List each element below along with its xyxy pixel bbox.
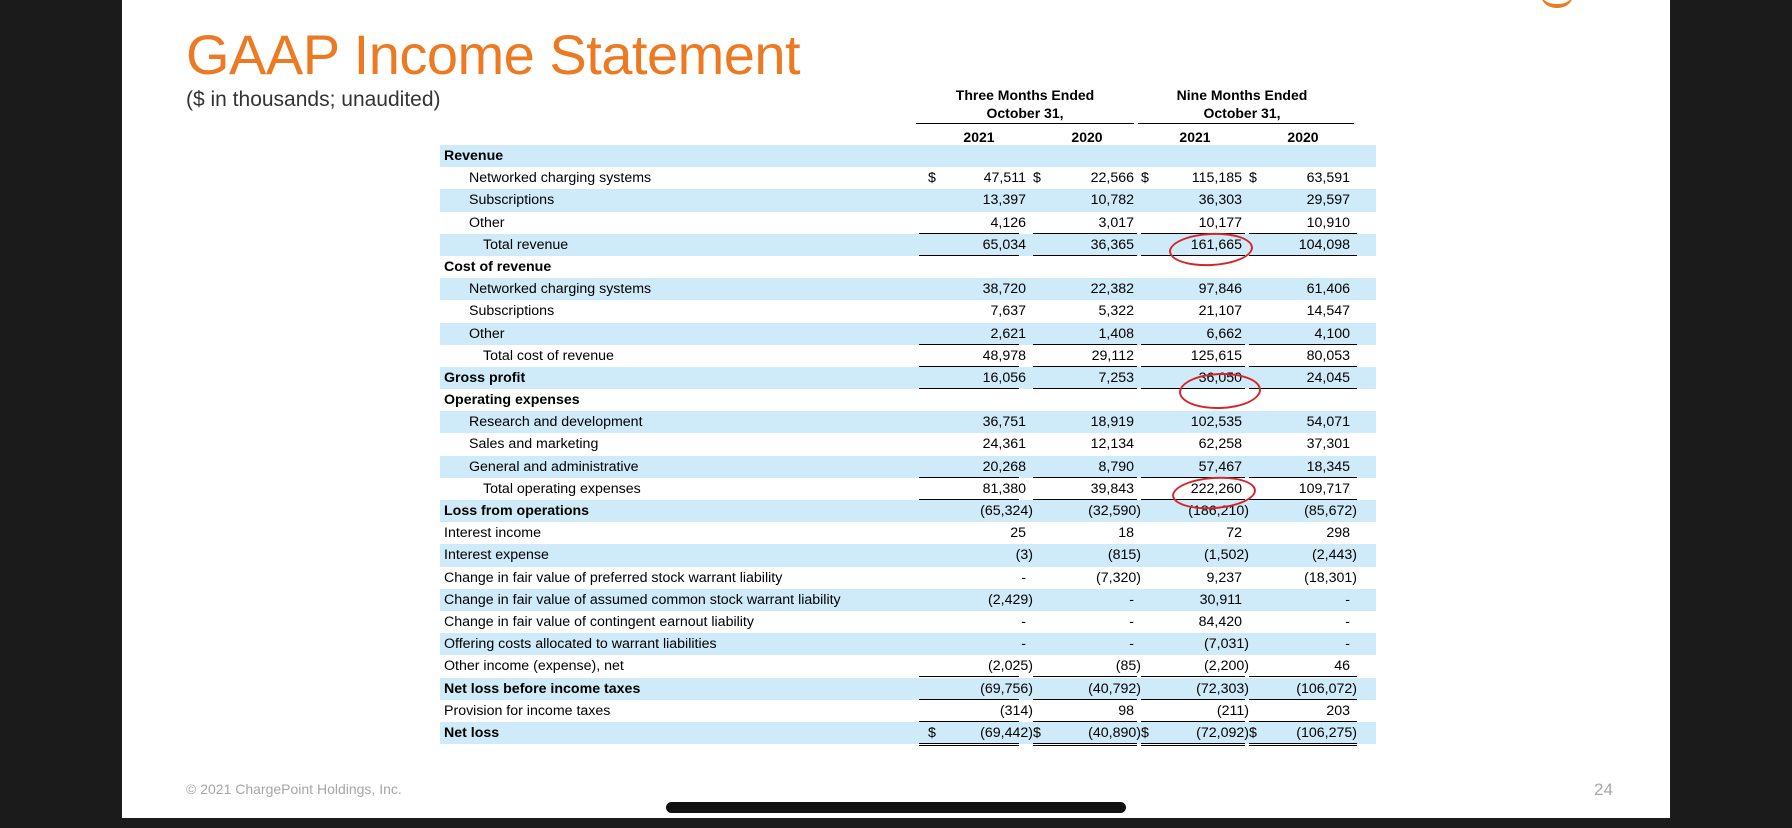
value-cell: 1,408 [1098, 325, 1134, 342]
row-label: Other [469, 214, 505, 231]
value-cell: 36,303 [1198, 192, 1242, 209]
value-cell [1033, 259, 1141, 275]
row-label: Total operating expenses [483, 480, 641, 497]
value-cell: (65,324) [980, 503, 1033, 519]
row-label: Change in fair value of contingent earnout liability [444, 613, 754, 630]
table-row [440, 678, 1376, 700]
table-row [440, 655, 1376, 677]
value-cell: 29,112 [1091, 347, 1134, 364]
row-label: Net loss [444, 724, 500, 741]
slide [122, 0, 1670, 818]
value-cell: 102,535 [1190, 414, 1242, 431]
table-row [440, 167, 1376, 189]
value-cell [1033, 392, 1141, 408]
value-cell: 104,098 [1298, 236, 1350, 253]
row-label: Interest expense [444, 547, 549, 564]
value-cell: - [1345, 636, 1350, 653]
row-label: Change in fair value of preferred stock warrant liability [444, 569, 783, 586]
value-cell [1249, 259, 1357, 275]
table-row [440, 456, 1376, 478]
row-label: Operating expenses [444, 392, 580, 409]
row-label: Networked charging systems [469, 170, 652, 187]
year-header: 2021 [963, 129, 995, 145]
row-label: Change in fair value of assumed common stock warrant liability [444, 591, 841, 608]
row-label: Cost of revenue [444, 258, 552, 275]
row-label: Other income (expense), net [444, 658, 624, 675]
table-row [440, 411, 1376, 433]
value-cell: 7,637 [990, 303, 1026, 320]
value-cell [1249, 392, 1357, 408]
currency-symbol: $ [1033, 724, 1041, 741]
value-cell: (3) [1015, 547, 1033, 564]
value-cell: 13,397 [982, 192, 1026, 209]
value-cell: 222,260 [1190, 480, 1242, 497]
value-cell: (69,442) [980, 724, 1033, 741]
value-cell: (72,092) [1196, 724, 1249, 741]
value-cell: 125,615 [1190, 347, 1242, 364]
value-cell: 14,547 [1306, 303, 1350, 320]
row-label: Gross profit [444, 369, 526, 386]
value-cell: 63,591 [1306, 170, 1350, 187]
value-cell: (2,429) [988, 591, 1033, 608]
value-cell: 12,134 [1090, 436, 1134, 453]
value-cell: - [1345, 591, 1350, 608]
table-row [440, 323, 1376, 345]
value-cell: 65,034 [982, 236, 1026, 253]
logo-fragment [1540, 0, 1574, 8]
value-cell: (69,756) [980, 680, 1033, 697]
value-cell: (7,031) [1204, 636, 1249, 653]
value-cell: 57,467 [1198, 458, 1242, 475]
value-cell: 97,846 [1198, 281, 1242, 298]
value-cell: (85,672) [1304, 503, 1357, 519]
value-cell: (186,210) [1188, 503, 1249, 519]
value-cell: 7,253 [1098, 369, 1134, 386]
table-row [440, 300, 1376, 322]
value-cell: (2,443) [1312, 547, 1357, 564]
header-three-months: Three Months Ended October 31, [955, 87, 1095, 121]
value-cell: 46 [1334, 658, 1350, 675]
double-underline [919, 743, 1019, 746]
value-cell: - [1129, 613, 1134, 630]
row-label: Networked charging systems [469, 281, 652, 298]
value-cell: 3,017 [1098, 214, 1134, 231]
value-cell: 98 [1118, 702, 1134, 719]
double-underline [1249, 743, 1357, 746]
value-cell: 25 [1010, 525, 1026, 542]
value-cell: (2,025) [988, 658, 1033, 675]
currency-symbol: $ [1249, 724, 1257, 741]
value-cell: (40,890) [1088, 724, 1141, 741]
value-cell: 18,345 [1306, 458, 1350, 475]
currency-symbol: $ [1141, 170, 1149, 187]
year-header: 2020 [1071, 129, 1103, 145]
value-cell: 21,107 [1198, 303, 1242, 320]
value-cell: - [1021, 613, 1026, 630]
currency-symbol: $ [928, 170, 936, 187]
double-underline [1033, 743, 1137, 746]
value-cell: 47,511 [983, 170, 1026, 187]
value-cell [925, 148, 1033, 164]
value-cell: 4,126 [990, 214, 1026, 231]
value-cell: 80,053 [1306, 347, 1350, 364]
table-row [440, 212, 1376, 234]
table-row [440, 189, 1376, 211]
device-bezel [0, 818, 1792, 828]
value-cell: 84,420 [1198, 613, 1242, 630]
value-cell: (314) [999, 702, 1033, 719]
value-cell: (106,072) [1296, 680, 1357, 697]
table-row [440, 145, 1376, 167]
value-cell: - [1129, 591, 1134, 608]
value-cell: 54,071 [1306, 414, 1350, 431]
value-cell: - [1345, 613, 1350, 630]
value-cell: 61,406 [1306, 281, 1350, 298]
value-cell: (32,590) [1088, 503, 1141, 519]
currency-symbol: $ [1033, 170, 1041, 187]
value-cell: 8,790 [1098, 458, 1134, 475]
value-cell: 6,662 [1206, 325, 1242, 342]
home-indicator[interactable] [666, 802, 1126, 813]
value-cell [925, 392, 1033, 408]
value-cell: 18,919 [1090, 414, 1134, 431]
value-cell: 10,177 [1198, 214, 1242, 231]
value-cell: - [1129, 636, 1134, 653]
value-cell [1033, 148, 1141, 164]
value-cell: (106,275) [1296, 724, 1357, 741]
currency-symbol: $ [1249, 170, 1257, 187]
row-label: Subscriptions [469, 192, 555, 209]
row-label: Revenue [444, 148, 504, 164]
value-cell: 24,045 [1306, 369, 1350, 386]
table-row [440, 544, 1376, 566]
table-row [440, 722, 1376, 744]
value-cell: 9,237 [1206, 569, 1242, 586]
table-row [440, 700, 1376, 722]
row-label: Sales and marketing [469, 436, 599, 453]
value-cell [1141, 148, 1249, 164]
value-cell: 16,056 [982, 369, 1026, 386]
value-cell: 30,911 [1199, 591, 1242, 608]
value-cell: - [1021, 636, 1026, 653]
value-cell: 22,382 [1090, 281, 1134, 298]
value-cell: (18,301) [1304, 569, 1357, 586]
value-cell: 38,720 [982, 281, 1026, 298]
value-cell: 39,843 [1090, 480, 1134, 497]
value-cell: 5,322 [1098, 303, 1134, 320]
value-cell: 37,301 [1306, 436, 1350, 453]
value-cell: (72,303) [1196, 680, 1249, 697]
value-cell: 62,258 [1198, 436, 1242, 453]
double-underline [1141, 743, 1245, 746]
table-row [440, 278, 1376, 300]
table-row [440, 611, 1376, 633]
value-cell: 161,665 [1190, 236, 1242, 253]
year-header: 2021 [1179, 129, 1211, 145]
header-nine-months: Nine Months Ended October 31, [1176, 87, 1308, 121]
page-title: GAAP Income Statement [186, 23, 801, 86]
value-cell: - [1021, 569, 1026, 586]
value-cell: 4,100 [1314, 325, 1350, 342]
value-cell: 10,910 [1306, 214, 1350, 231]
row-label: General and administrative [469, 458, 639, 475]
value-cell: 72 [1226, 525, 1242, 542]
value-cell: 36,365 [1090, 236, 1134, 253]
value-cell: 24,361 [982, 436, 1026, 453]
value-cell: 18 [1118, 525, 1134, 542]
row-label: Net loss before income taxes [444, 680, 641, 697]
table-row [440, 589, 1376, 611]
value-cell: 22,566 [1090, 170, 1134, 187]
header-rule [1138, 123, 1354, 124]
value-cell: (40,792) [1088, 680, 1141, 697]
row-label: Interest income [444, 525, 541, 542]
value-cell: 20,268 [982, 458, 1026, 475]
value-cell: (1,502) [1204, 547, 1249, 564]
value-cell [1249, 148, 1357, 164]
value-cell: 81,380 [982, 480, 1026, 497]
currency-symbol: $ [1141, 724, 1149, 741]
currency-symbol: $ [928, 724, 936, 741]
value-cell: 203 [1326, 702, 1350, 719]
value-cell: 48,978 [982, 347, 1026, 364]
value-cell: (85) [1115, 658, 1141, 675]
value-cell: 2,621 [990, 325, 1026, 342]
value-cell: 29,597 [1306, 192, 1350, 209]
table-row [440, 522, 1376, 544]
row-label: Loss from operations [444, 503, 590, 519]
row-label: Other [469, 325, 505, 342]
value-cell: 115,185 [1191, 170, 1242, 187]
page-number: 24 [1594, 780, 1613, 799]
value-cell: (7,320) [1096, 569, 1141, 586]
table-row [440, 345, 1376, 367]
row-label: Research and development [469, 414, 643, 431]
value-cell: 10,782 [1090, 192, 1134, 209]
year-header: 2020 [1287, 129, 1319, 145]
row-label: Offering costs allocated to warrant liabilities [444, 636, 717, 653]
value-cell [925, 259, 1033, 275]
value-cell: (815) [1107, 547, 1141, 564]
table-row [440, 633, 1376, 655]
value-cell: 36,050 [1198, 369, 1242, 386]
page-subtitle: ($ in thousands; unaudited) [186, 88, 441, 111]
row-label: Total revenue [483, 236, 569, 253]
value-cell: (2,200) [1204, 658, 1249, 675]
header-rule [916, 123, 1134, 124]
value-cell: 298 [1326, 525, 1350, 542]
value-cell: (211) [1216, 702, 1249, 719]
table-row [440, 433, 1376, 455]
row-label: Subscriptions [469, 303, 555, 320]
value-cell: 109,717 [1298, 480, 1350, 497]
row-label: Total cost of revenue [483, 347, 614, 364]
copyright-footer: © 2021 ChargePoint Holdings, Inc. [186, 781, 402, 797]
value-cell: 36,751 [982, 414, 1026, 431]
table-row [440, 567, 1376, 589]
row-label: Provision for income taxes [444, 702, 611, 719]
